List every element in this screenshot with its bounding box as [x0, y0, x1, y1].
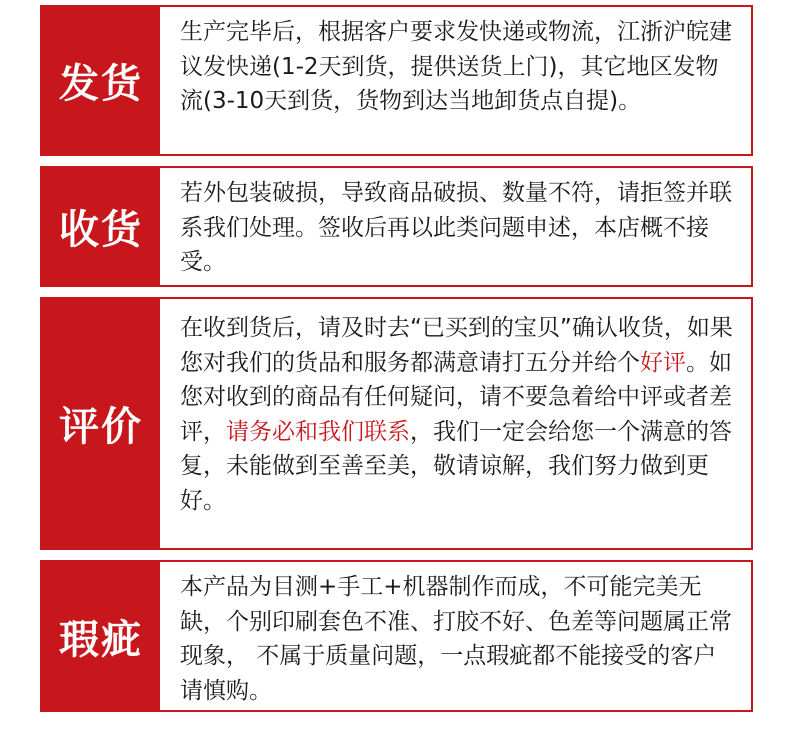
review-highlight-contact-us: 请务必和我们联系 — [226, 418, 410, 445]
review-text-part1: 在收到货后，请及时去“已买到的宝贝”确认收货，如果您对我们的货品和服务都满意请打五分并给个 — [180, 315, 733, 376]
section-text-shipping: 生产完毕后，根据客户要求发快递或物流，江浙沪皖建议发快递(1-2天到货，提供送货上门)，其它地区发物流(3-10天到货，货物到达当地卸货点自提)。 — [180, 19, 732, 114]
section-label-review: 评价 — [42, 299, 160, 548]
shipping-section — [40, 5, 753, 156]
review-text-part3: ，我们一定会给您一个满意的答复，未能做到至善至美，敬请谅解，我们努力做到更好。 — [180, 418, 732, 514]
section-label-receiving: 收货 — [42, 168, 160, 285]
defects-section — [40, 560, 753, 712]
review-text-part2: 。如您对收到的商品有任何疑问，请不要急着给中评或者差评， — [180, 349, 732, 445]
section-label-shipping: 发货 — [42, 7, 160, 154]
review-highlight-good-review: 好评 — [640, 349, 686, 376]
section-text-review — [160, 299, 751, 548]
receiving-section — [40, 166, 753, 287]
section-text-defects: 本产品为目测+手工+机器制作而成，不可能完美无缺，个别印刷套色不准、打胶不好、色差等问题属正常现象， 不属于质量问题，一点瑕疵都不能接受的客户请慎购。 — [180, 574, 732, 704]
section-text-receiving: 若外包装破损，导致商品破损、数量不符，请拒签并联系我们处理。签收后再以此类问题申述，本店概不接受。 — [180, 180, 732, 275]
section-label-defects: 瑕疵 — [42, 562, 160, 710]
review-section — [40, 297, 753, 550]
